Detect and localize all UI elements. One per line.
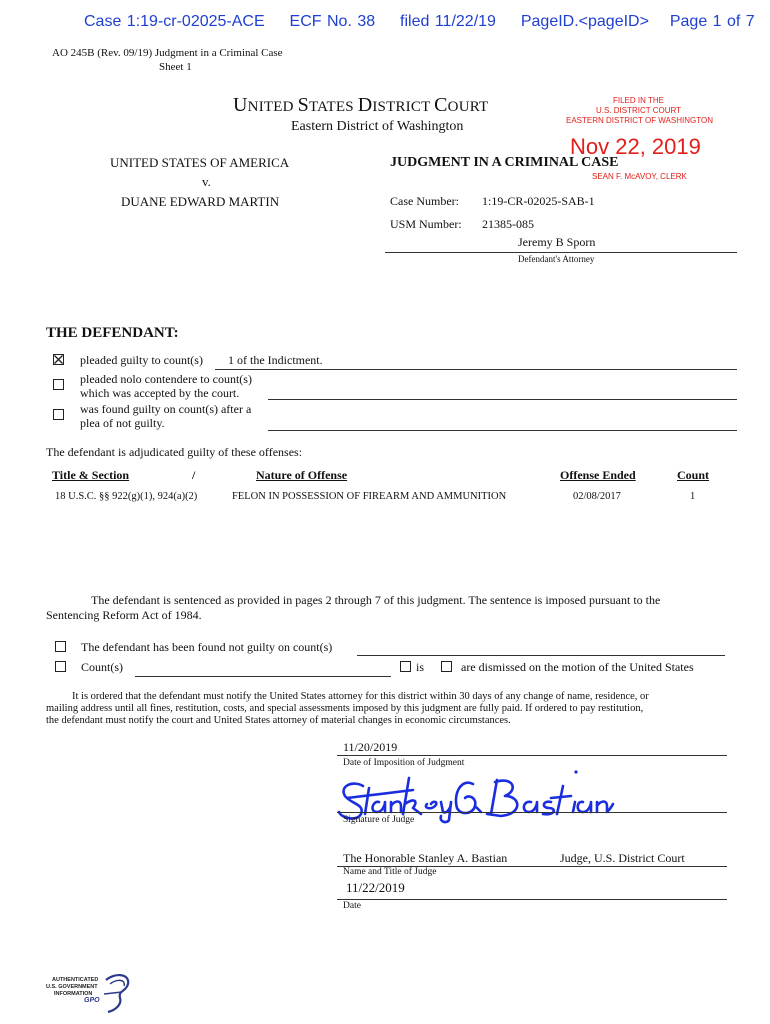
- nolo-contendere-label: pleaded nolo contendere to count(s): [80, 372, 252, 386]
- imposition-line: [337, 755, 727, 756]
- gpo-logo-line3: INFORMATION: [54, 991, 93, 997]
- signed-date-line: [337, 899, 727, 900]
- dismissed-label: are dismissed on the motion of the United States: [461, 660, 694, 674]
- versus: v.: [202, 174, 211, 189]
- signature-label: Signature of Judge: [343, 815, 415, 825]
- is-checkbox: [400, 661, 411, 672]
- date-label: Date: [343, 901, 361, 911]
- signed-date: 11/22/2019: [346, 880, 405, 895]
- document-title: JUDGMENT IN A CRIMINAL CASE: [390, 155, 619, 170]
- case-stamp: Case 1:19-cr-02025-ACE: [84, 13, 265, 30]
- pleaded-guilty-value: 1 of the Indictment.: [228, 353, 323, 367]
- court-district: Eastern District of Washington: [291, 119, 464, 134]
- filed-date: filed 11/22/19: [400, 13, 496, 30]
- col-slash: /: [192, 468, 196, 482]
- attorney-name: Jeremy B Sporn: [518, 235, 596, 249]
- sentence-line-1: The defendant is sentenced as provided in pages 2 through 7 of this judgment. The sentence is imposed pursuant to the: [91, 593, 661, 607]
- col-title-section: Title & Section: [52, 468, 130, 482]
- case-number-label: Case Number:: [390, 194, 459, 208]
- pleaded-guilty-checkbox: [53, 354, 64, 365]
- defendant-name: DUANE EDWARD MARTIN: [121, 194, 280, 209]
- defendant-heading: THE DEFENDANT:: [46, 325, 179, 341]
- ecf-header: [84, 13, 755, 31]
- gpo-logo-line2: U.S. GOVERNMENT: [46, 984, 98, 990]
- counts-line: [135, 676, 391, 677]
- filed-stamp-clerk: SEAN F. McAVOY, CLERK: [592, 172, 687, 181]
- col-offense-ended: Offense Ended: [560, 468, 636, 482]
- imposition-label: Date of Imposition of Judgment: [343, 758, 465, 768]
- counts-checkbox: [55, 661, 66, 672]
- not-guilty-checkbox: [55, 641, 66, 652]
- nolo-contendere-line: [268, 399, 737, 400]
- pleaded-guilty-line: [215, 369, 737, 370]
- usm-label: USM Number:: [390, 217, 462, 231]
- found-guilty-checkbox: [53, 409, 64, 420]
- filed-stamp-line1: FILED IN THE: [613, 96, 664, 105]
- order-line-3: the defendant must notify the court and United States attorney of material changes in economic circumstances.: [46, 715, 511, 726]
- is-label: is: [416, 660, 425, 674]
- adjudicated-text: The defendant is adjudicated guilty of these offenses:: [46, 445, 303, 459]
- offense-row-title: 18 U.S.C. §§ 922(g)(1), 924(a)(2): [55, 491, 198, 502]
- offense-row-ended: 02/08/2017: [573, 491, 621, 502]
- attorney-label: Defendant's Attorney: [518, 254, 595, 264]
- page-number: Page 1 of 7: [669, 13, 755, 30]
- offense-row-count: 1: [690, 491, 696, 502]
- found-guilty-label: was found guilty on count(s) after a: [80, 402, 252, 416]
- filed-stamp-date: Nov 22, 2019: [570, 134, 701, 159]
- col-count: Count: [677, 468, 710, 482]
- order-line-2: mailing address until all fines, restitution, costs, and special assessments imposed by this judgment are fully paid. If ordered to pay restitution,: [46, 703, 644, 714]
- filed-stamp-line3: EASTERN DISTRICT OF WASHINGTON: [566, 116, 713, 125]
- judge-name: The Honorable Stanley A. Bastian: [343, 851, 508, 865]
- name-title-label: Name and Title of Judge: [343, 867, 437, 877]
- found-guilty-line: [268, 430, 737, 431]
- not-guilty-label: The defendant has been found not guilty on count(s): [81, 640, 333, 654]
- eagle-icon: [100, 972, 134, 1016]
- pleaded-guilty-label: pleaded guilty to count(s): [80, 353, 203, 367]
- signature-line: [337, 812, 727, 813]
- order-line-1: It is ordered that the defendant must notify the United States attorney for this district within 30 days of any change of name, residence, or: [72, 691, 649, 702]
- gpo-logo: [44, 972, 134, 1016]
- col-nature: Nature of Offense: [256, 468, 348, 482]
- offense-row-nature: FELON IN POSSESSION OF FIREARM AND AMMUNITION: [232, 491, 507, 502]
- found-guilty-label-2: plea of not guilty.: [80, 416, 165, 430]
- judge-title: Judge, U.S. District Court: [560, 851, 685, 865]
- usm-number-value: 21385-085: [482, 217, 534, 231]
- filed-stamp-line2: U.S. DISTRICT COURT: [596, 106, 682, 115]
- counts-label: Count(s): [81, 660, 123, 674]
- not-guilty-line: [357, 655, 725, 656]
- form-id: AO 245B (Rev. 09/19) Judgment in a Criminal Case: [52, 47, 283, 59]
- gpo-logo-line1: AUTHENTICATED: [52, 977, 99, 983]
- ecf-number: ECF No. 38: [289, 13, 376, 30]
- court-name: UNITED STATES DISTRICT COURT: [233, 94, 489, 116]
- case-number-value: 1:19-CR-02025-SAB-1: [482, 194, 595, 208]
- gpo-logo-mark: GPO: [84, 997, 100, 1004]
- page-id: PageID.<pageID>: [520, 13, 649, 30]
- attorney-line: [385, 252, 737, 253]
- plaintiff-name: UNITED STATES OF AMERICA: [110, 155, 290, 170]
- nolo-contendere-checkbox: [53, 379, 64, 390]
- form-sheet: Sheet 1: [159, 61, 192, 73]
- sentence-line-2: Sentencing Reform Act of 1984.: [46, 608, 202, 622]
- are-checkbox: [441, 661, 452, 672]
- nolo-contendere-label-2: which was accepted by the court.: [80, 386, 240, 400]
- check-x-icon: [54, 355, 63, 364]
- imposition-date: 11/20/2019: [343, 740, 398, 754]
